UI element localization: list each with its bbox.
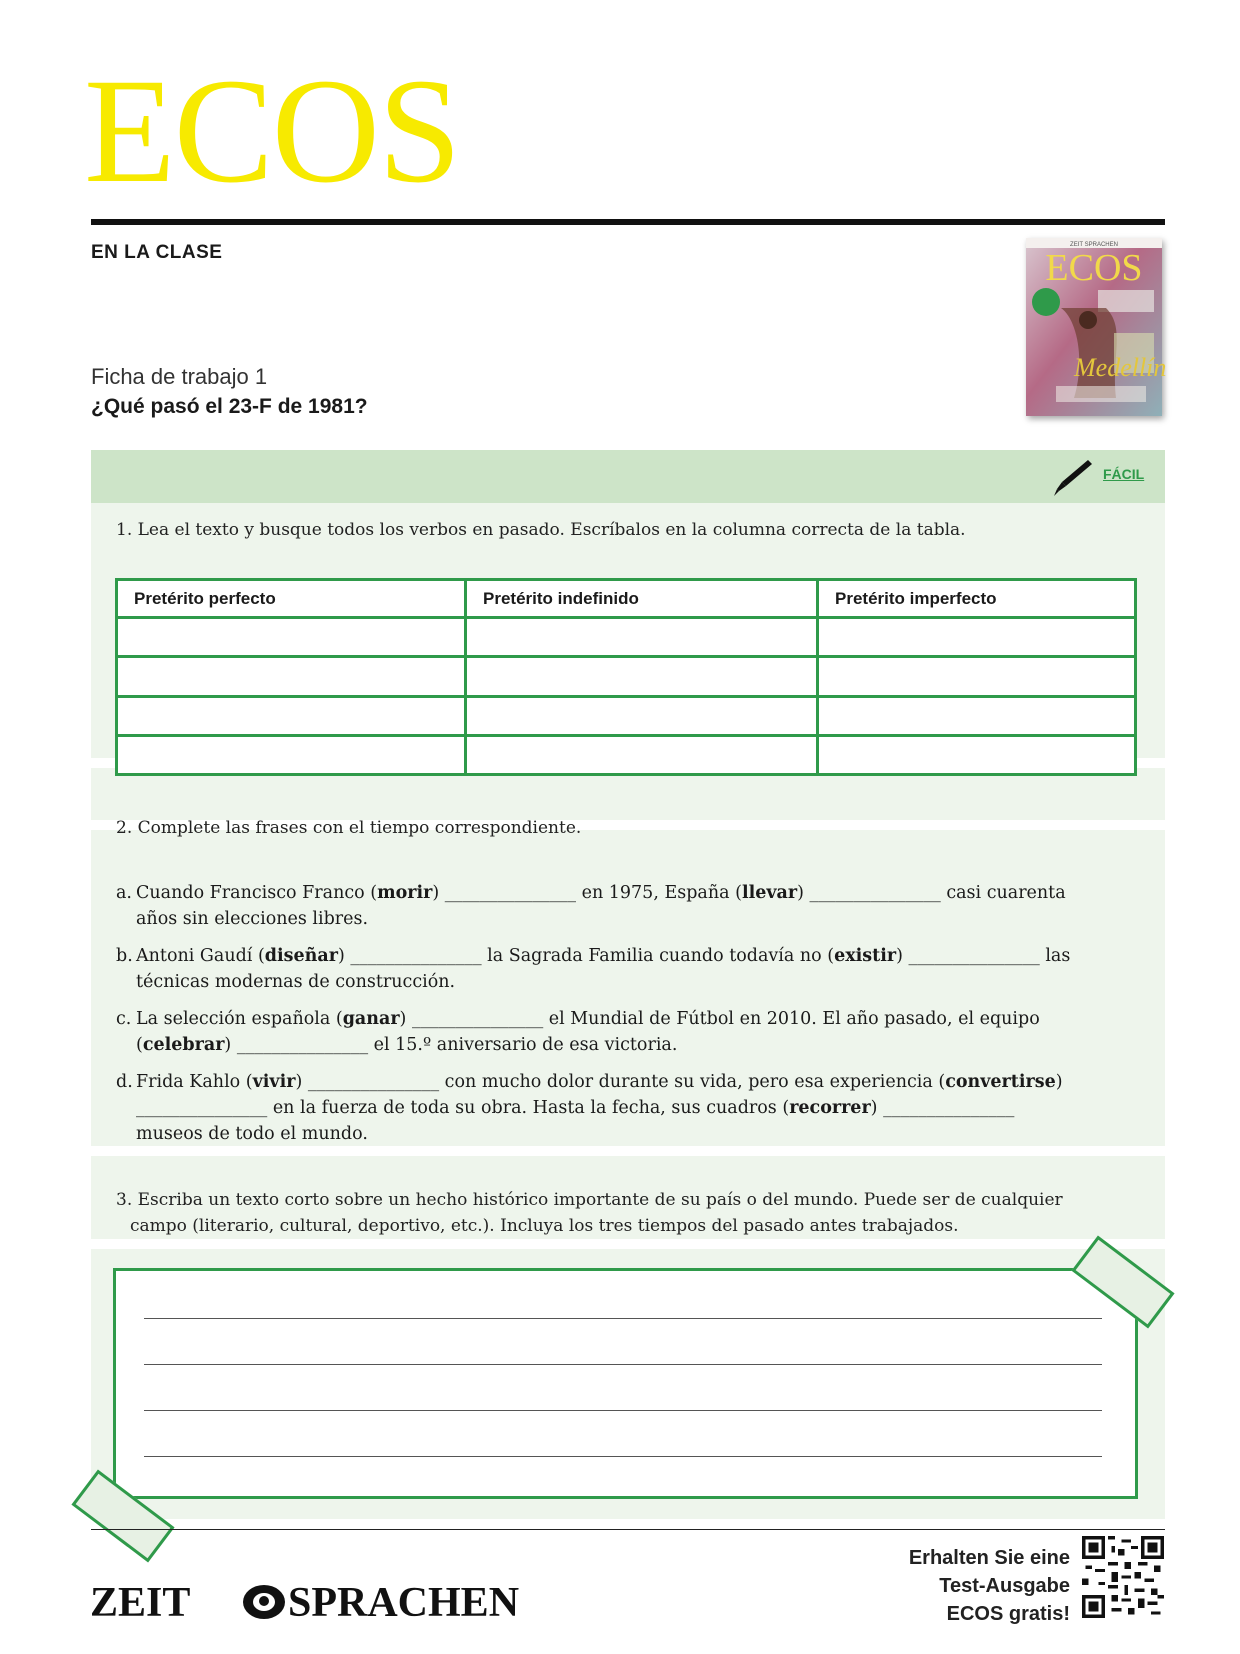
sentence-text: Frida Kahlo (vivir) _______________ con mucho dolor durante su vida, pero esa experiencia (convertirse) _______________ en la fuerza de toda su obra. Hasta la fecha, sus cuadros (recorrer) _______________ museos de todo el mundo. bbox=[136, 1072, 1063, 1144]
worksheet-number: Ficha de trabajo 1 bbox=[91, 364, 268, 389]
item-marker: b. bbox=[116, 946, 133, 966]
cover-masthead: ECOS bbox=[1045, 247, 1143, 289]
blank-field[interactable]: _______________ bbox=[444, 883, 577, 903]
table-row bbox=[117, 735, 1136, 774]
writing-line[interactable] bbox=[144, 1364, 1102, 1365]
answer-cell[interactable] bbox=[818, 657, 1136, 696]
verb-hint: ganar bbox=[342, 1009, 400, 1029]
exercise-1-instruction: 1. Lea el texto y busque todos los verbos en pasado. Escríbalos en la columna correcta de la tabla. bbox=[116, 520, 966, 540]
brand-sprachen: SPRACHEN bbox=[288, 1580, 520, 1626]
writing-line[interactable] bbox=[144, 1318, 1102, 1319]
answer-cell[interactable] bbox=[466, 657, 818, 696]
writing-area[interactable] bbox=[113, 1268, 1138, 1499]
verb-table bbox=[115, 578, 1137, 776]
list-item bbox=[116, 1006, 1076, 1058]
answer-cell[interactable] bbox=[117, 735, 466, 774]
verb-table-header bbox=[117, 580, 1136, 618]
answer-cell[interactable] bbox=[117, 618, 466, 657]
cover-publisher: ZEIT SPRACHEN bbox=[1070, 242, 1118, 248]
blank-field[interactable]: _______________ bbox=[236, 1035, 369, 1055]
exercise-2-instruction: 2. Complete las frases con el tiempo correspondiente. bbox=[116, 818, 582, 838]
verb-hint: convertirse bbox=[945, 1072, 1056, 1092]
verb-hint: existir bbox=[834, 946, 897, 966]
promo-line: ECOS gratis! bbox=[946, 1603, 1070, 1625]
difficulty-label: FÁCIL bbox=[1103, 466, 1145, 482]
answer-cell[interactable] bbox=[117, 696, 466, 735]
item-marker: c. bbox=[116, 1009, 132, 1029]
level-band bbox=[91, 450, 1165, 503]
answer-cell[interactable] bbox=[117, 657, 466, 696]
blank-field[interactable]: _______________ bbox=[411, 1009, 544, 1029]
promo-line: Test-Ausgabe bbox=[939, 1575, 1070, 1597]
verb-hint: morir bbox=[377, 883, 433, 903]
answer-cell[interactable] bbox=[466, 696, 818, 735]
blank-field[interactable]: _______________ bbox=[350, 946, 482, 966]
answer-cell[interactable] bbox=[818, 735, 1136, 774]
pen-icon bbox=[1052, 456, 1092, 496]
verb-hint: llevar bbox=[741, 883, 798, 903]
verb-hint: celebrar bbox=[142, 1035, 225, 1055]
table-row bbox=[117, 618, 1136, 657]
column-header: Pretérito perfecto bbox=[117, 580, 466, 618]
promo-line: Erhalten Sie eine bbox=[908, 1547, 1070, 1569]
zeit-sprachen-logo bbox=[90, 1578, 520, 1626]
blank-field[interactable]: _______________ bbox=[307, 1072, 440, 1092]
verb-hint: diseñar bbox=[264, 946, 338, 966]
writing-line[interactable] bbox=[144, 1456, 1102, 1457]
brand-zeit: ZEIT bbox=[90, 1580, 191, 1626]
sentence-text: Antoni Gaudí (diseñar) _______________ la Sagrada Familia cuando todavía no (existir) _______________ las técnicas modernas de construcción. bbox=[136, 946, 1071, 992]
blank-field[interactable]: _______________ bbox=[809, 883, 941, 903]
blank-field[interactable]: _______________ bbox=[883, 1098, 1015, 1118]
sentence-list bbox=[116, 880, 1076, 1158]
trial-offer[interactable] bbox=[880, 1544, 1070, 1628]
answer-cell[interactable] bbox=[818, 618, 1136, 657]
answer-cell[interactable] bbox=[466, 735, 818, 774]
item-marker: d. bbox=[116, 1072, 133, 1092]
table-row bbox=[117, 696, 1136, 735]
table-row bbox=[117, 657, 1136, 696]
magazine-cover-art bbox=[1026, 238, 1167, 416]
magazine-cover bbox=[1026, 238, 1167, 416]
column-header: Pretérito indefinido bbox=[466, 580, 818, 618]
qr-code-icon[interactable] bbox=[1082, 1536, 1164, 1618]
item-marker: a. bbox=[116, 883, 132, 903]
section-label: EN LA CLASE bbox=[91, 242, 223, 263]
verb-hint: vivir bbox=[252, 1072, 296, 1092]
worksheet-title: ¿Qué pasó el 23-F de 1981? bbox=[91, 395, 368, 418]
exercise-3-instruction: 3. Escriba un texto corto sobre un hecho histórico importante de su país o del mundo. Puede ser de cualquier campo (literario, cultural, deportivo, etc.). Incluya los tres tiempos del pasado antes trabajados. bbox=[116, 1190, 1063, 1236]
footer-rule bbox=[91, 1529, 1165, 1530]
list-item bbox=[116, 880, 1076, 932]
header-rule bbox=[91, 219, 1165, 225]
column-header: Pretérito imperfecto bbox=[818, 580, 1136, 618]
answer-cell[interactable] bbox=[818, 696, 1136, 735]
list-item bbox=[116, 1069, 1076, 1147]
list-item bbox=[116, 943, 1076, 995]
answer-cell[interactable] bbox=[466, 618, 818, 657]
cover-headline: Medellín bbox=[1074, 353, 1167, 382]
writing-line[interactable] bbox=[144, 1410, 1102, 1411]
sentence-text: La selección española (ganar) _______________ el Mundial de Fútbol en 2010. El año pasado, el equipo (celebrar) _______________ el 15.º aniversario de esa victoria. bbox=[136, 1009, 1040, 1055]
verb-hint: recorrer bbox=[789, 1098, 871, 1118]
sentence-text: Cuando Francisco Franco (morir) _______________ en 1975, España (llevar) _______________ casi cuarenta años sin elecciones libres. bbox=[136, 883, 1066, 929]
blank-field[interactable]: _______________ bbox=[136, 1098, 268, 1118]
eagle-emblem-icon bbox=[243, 1585, 285, 1619]
blank-field[interactable]: _______________ bbox=[908, 946, 1040, 966]
ecos-logo: ECOS bbox=[84, 48, 460, 214]
